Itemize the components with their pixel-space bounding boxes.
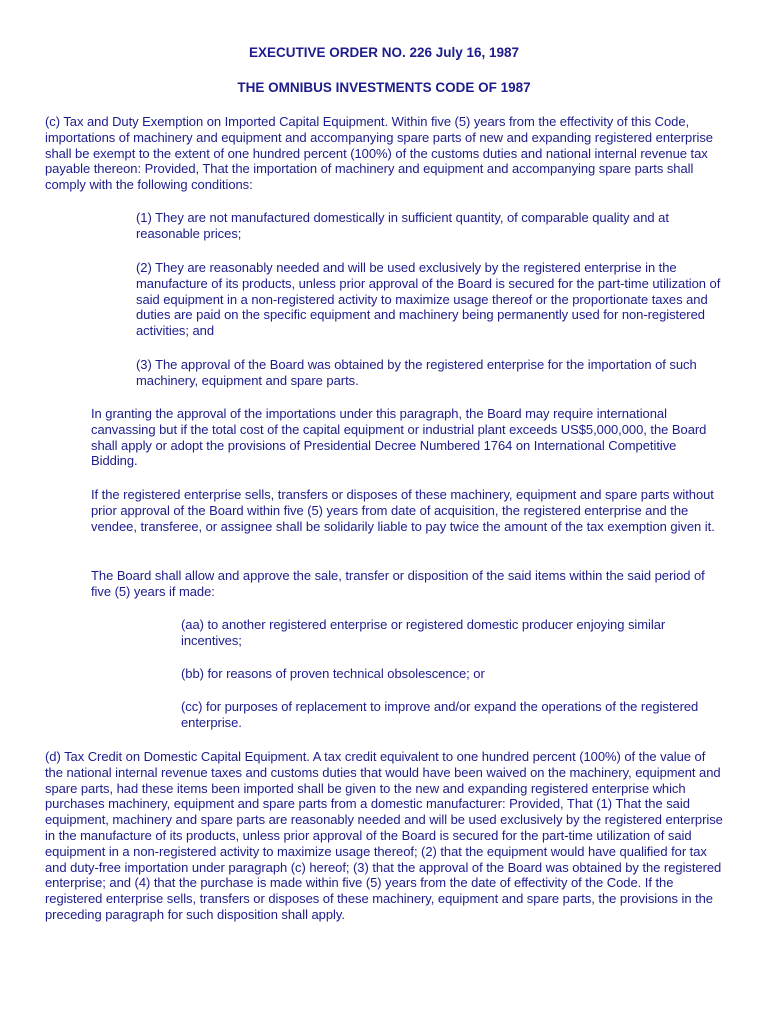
condition-1: (1) They are not manufactured domestically in sufficient quantity, of comparable quality and at reasonable prices; <box>136 210 669 241</box>
paragraph-granting: In granting the approval of the importations under this paragraph, the Board may require international canvassing but if the total cost of the capital equipment or industrial plant exceeds US$5,000,000, the Board shall apply or adopt the provisions of Presidential Decree Numbered 1764 on International Competitive Bidding. <box>91 406 707 469</box>
document-title: EXECUTIVE ORDER NO. 226 July 16, 1987 <box>248 45 520 60</box>
condition-3: (3) The approval of the Board was obtained by the registered enterprise for the importation of such machinery, equipment and spare parts. <box>136 357 697 388</box>
document-subtitle: THE OMNIBUS INVESTMENTS CODE OF 1987 <box>237 80 531 95</box>
item-cc: (cc) for purposes of replacement to improve and/or expand the operations of the registered enterprise. <box>181 699 699 730</box>
item-bb: (bb) for reasons of proven technical obsolescence; or <box>181 666 485 681</box>
item-aa: (aa) to another registered enterprise or registered domestic producer enjoying similar incentives; <box>181 617 666 648</box>
paragraph-board-allow: The Board shall allow and approve the sale, transfer or disposition of the said items within the said period of five (5) years if made: <box>91 568 705 599</box>
paragraph-sells: If the registered enterprise sells, transfers or disposes of these machinery, equipment and spare parts without prior approval of the Board within five (5) years from date of acquisition, the registered enterprise and the vendee, transferee, or assignee shall be solidarily liable to pay twice the amount of the tax exemption given it. <box>91 487 715 534</box>
condition-2: (2) They are reasonably needed and will be used exclusively by the registered enterprise in the manufacture of its products, unless prior approval of the Board is secured for the part-time utilization of said equipment in a non-registered activity to maximize usage thereof or the proportionate taxes and duties are paid on the specific equipment and machinery being permanently used for non-registered activities; and <box>136 260 721 339</box>
paragraph-c-intro: (c) Tax and Duty Exemption on Imported Capital Equipment. Within five (5) years from the effectivity of this Code, importations of machinery and equipment and accompanying spare parts of new and expanding registered enterprise shall be exempt to the extent of one hundred percent (100%) of the customs duties and national internal revenue tax payable thereon: Provided, That the importation of machinery and equipment and accompanying spare parts shall comply with the following conditions: <box>45 114 713 193</box>
paragraph-d: (d) Tax Credit on Domestic Capital Equipment. A tax credit equivalent to one hundred percent (100%) of the value of the national internal revenue taxes and customs duties that would have been waived on the machinery, equipment and spare parts, had these items been imported shall be given to the new and expanding registered enterprise which purchases machinery, equipment and spare parts from a domestic manufacturer: Provided, That (1) That the said equipment, machinery and spare parts are reasonably needed and will be used exclusively by the registered enterprise in the manufacture of its products, unless prior approval of the Board is secured for the part-time utilization of said equipment in a non-registered activity to maximize usage thereof; (2) that the equipment would have qualified for tax and duty-free importation under paragraph (c) hereof; (3) that the approval of the Board was obtained by the registered enterprise; and (4) that the purchase is made within five (5) years from the date of effectivity of the Code. If the registered enterprise sells, transfers or disposes of these machinery, equipment and spare parts, the provisions in the preceding paragraph for such disposition shall apply. <box>45 749 723 922</box>
